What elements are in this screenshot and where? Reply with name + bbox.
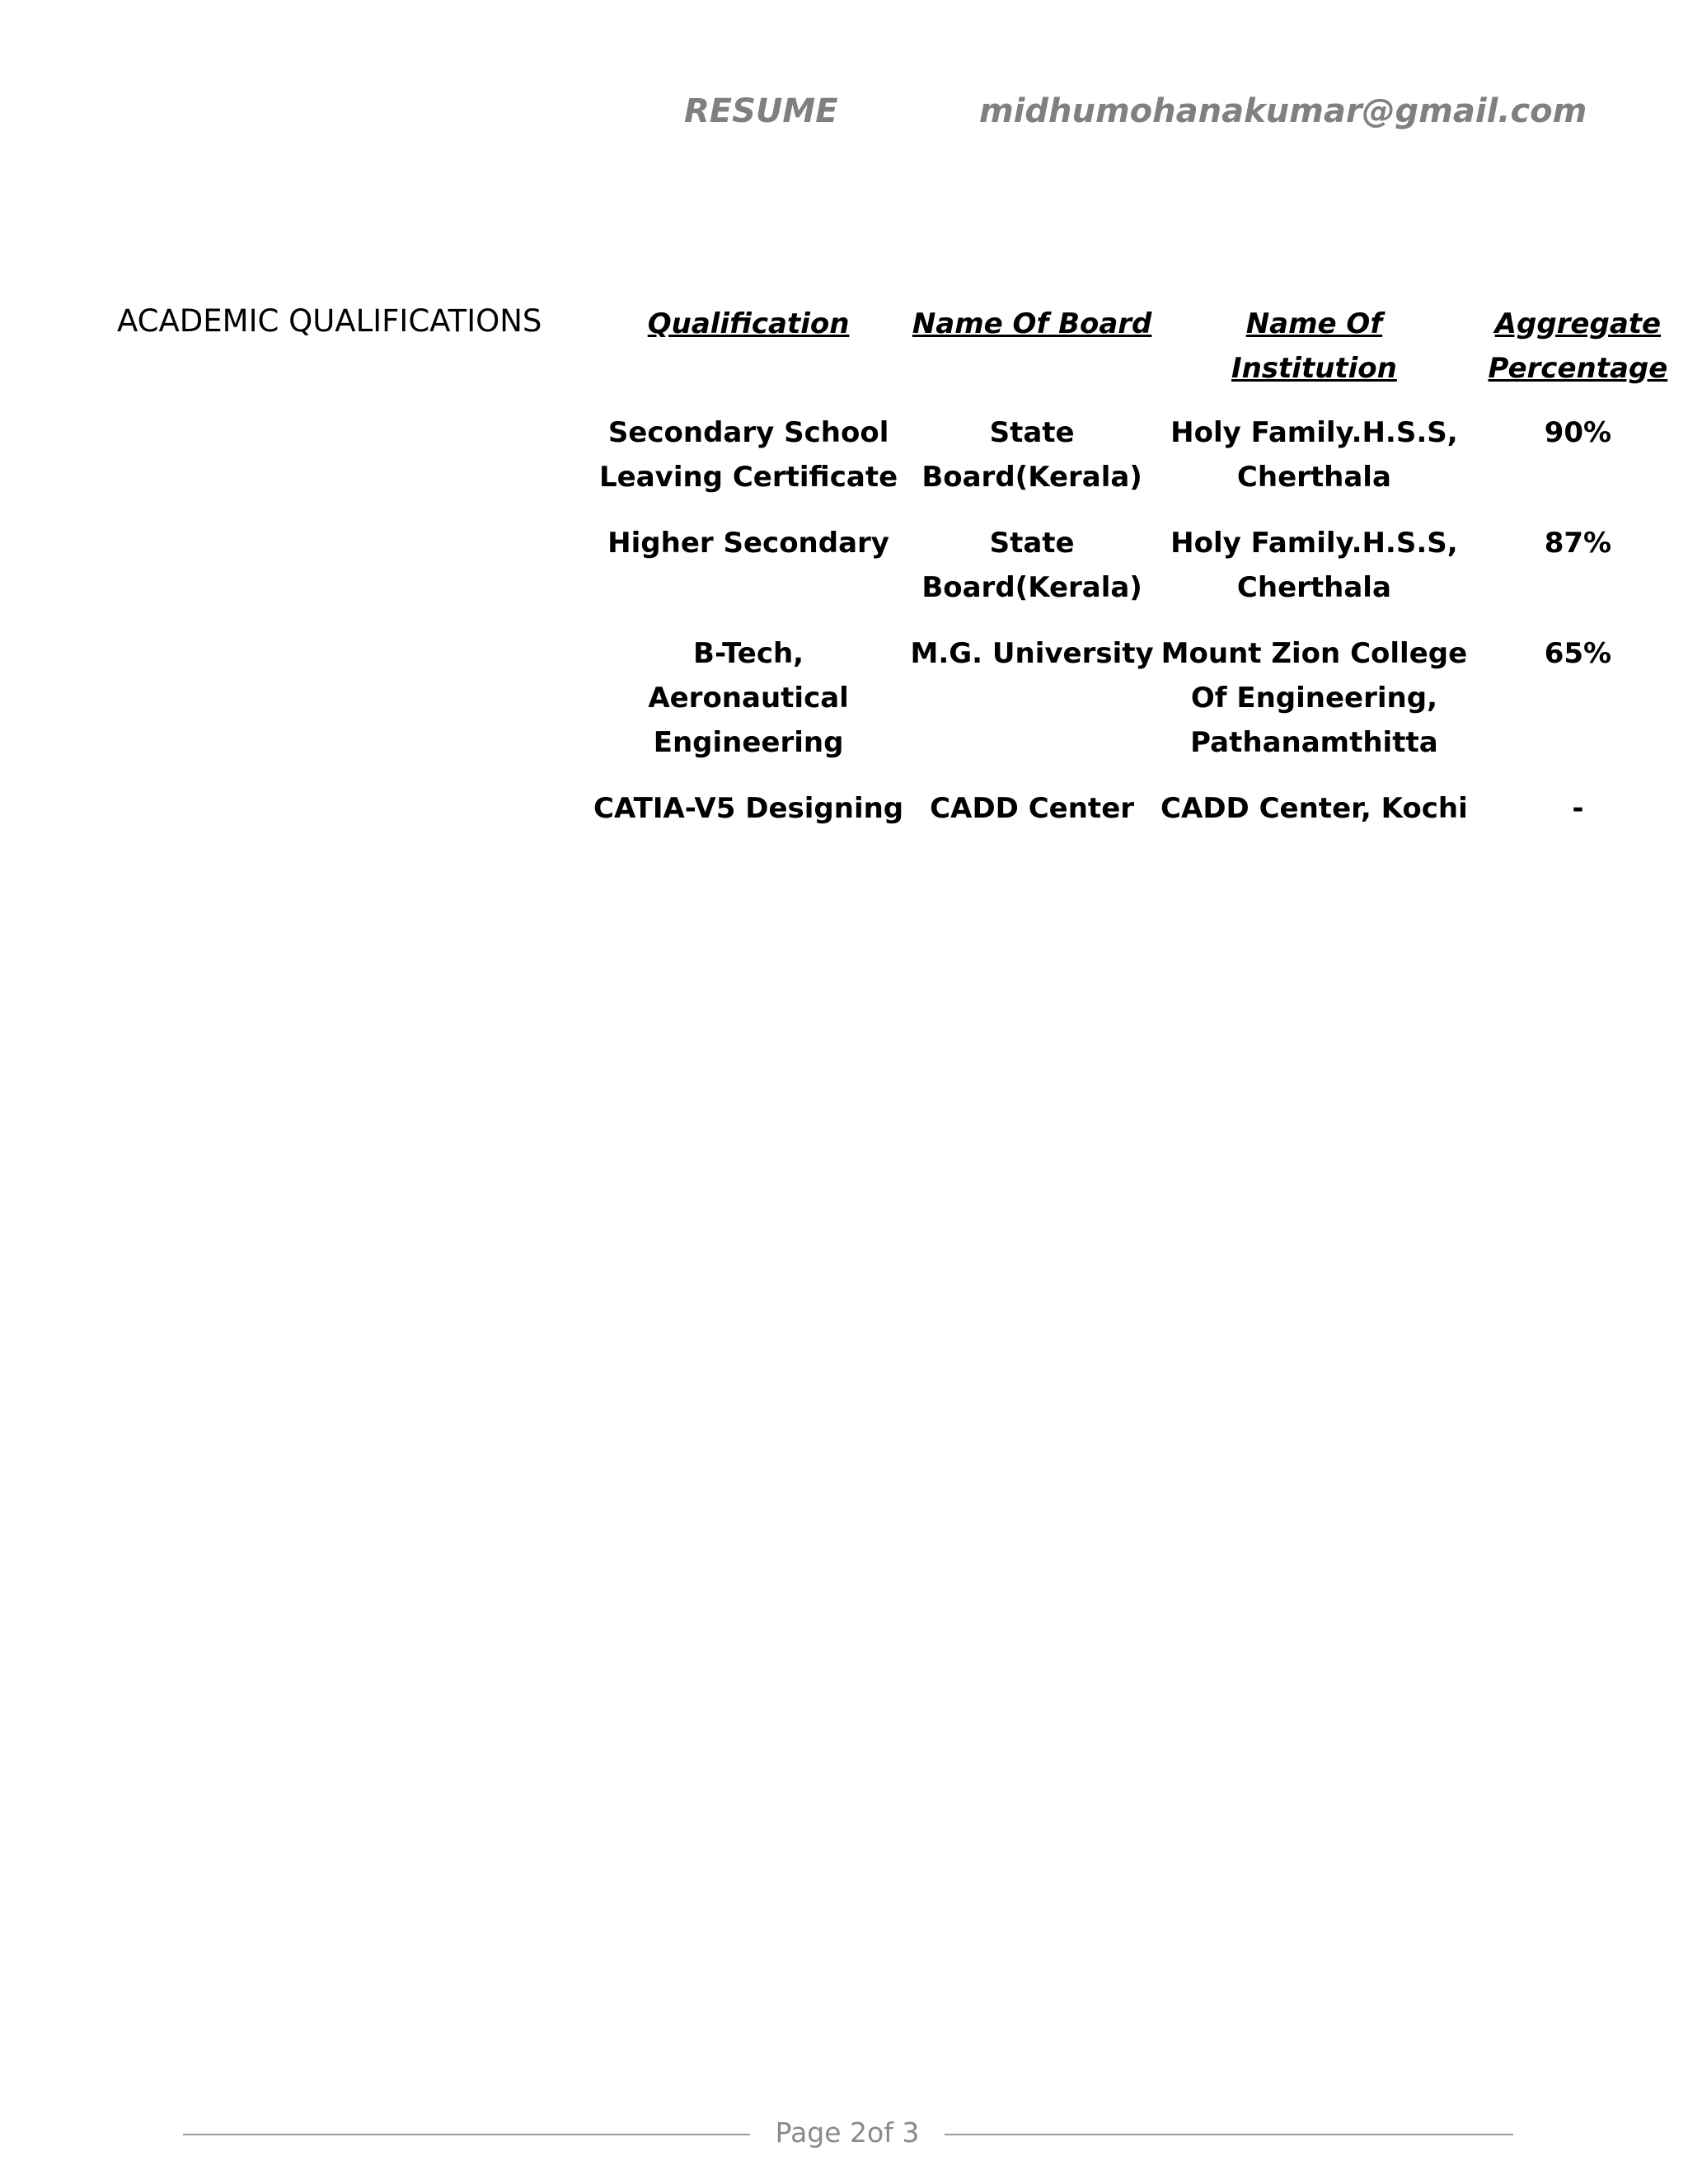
table-header-row bbox=[593, 302, 1688, 410]
cell-qualification: Higher Secondary bbox=[607, 527, 889, 560]
cell-board: State Board(Kerala) bbox=[921, 416, 1142, 494]
cell-board: State Board(Kerala) bbox=[921, 527, 1142, 604]
cell-qualification: CATIA-V5 Designing bbox=[593, 792, 904, 825]
table-row bbox=[593, 786, 1688, 852]
page-number: Page 2of 3 bbox=[775, 2116, 920, 2149]
footer-divider-left bbox=[183, 2134, 750, 2135]
email-address: midhumohanakumar@gmail.com bbox=[979, 92, 1587, 130]
cell-percentage: 90% bbox=[1544, 416, 1612, 449]
qualifications-table bbox=[593, 302, 1688, 852]
cell-qualification: Secondary School Leaving Certificate bbox=[598, 416, 898, 494]
cell-board: CADD Center bbox=[930, 792, 1135, 825]
column-header-board: Name Of Board bbox=[912, 307, 1152, 340]
cell-institution: CADD Center, Kochi bbox=[1160, 792, 1468, 825]
cell-percentage: 65% bbox=[1544, 637, 1612, 670]
section-heading: ACADEMIC QUALIFICATIONS bbox=[117, 303, 542, 339]
resume-title: RESUME bbox=[684, 92, 838, 130]
table-row bbox=[593, 631, 1688, 786]
cell-percentage: - bbox=[1572, 792, 1584, 825]
table-row bbox=[593, 410, 1688, 521]
page-footer bbox=[0, 2116, 1688, 2149]
table-row bbox=[593, 521, 1688, 631]
footer-divider-right bbox=[945, 2134, 1513, 2135]
cell-institution: Mount Zion College Of Engineering, Pathanamthitta bbox=[1160, 637, 1468, 759]
cell-institution: Holy Family.H.S.S, Cherthala bbox=[1170, 527, 1458, 604]
cell-board: M.G. University bbox=[910, 637, 1154, 670]
column-header-percentage: Aggregate Percentage bbox=[1488, 307, 1668, 385]
cell-qualification: B-Tech, Aeronautical Engineering bbox=[648, 637, 849, 759]
column-header-institution: Name Of Institution bbox=[1231, 307, 1397, 385]
cell-percentage: 87% bbox=[1544, 527, 1612, 560]
column-header-qualification: Qualification bbox=[647, 307, 850, 340]
cell-institution: Holy Family.H.S.S, Cherthala bbox=[1170, 416, 1458, 494]
